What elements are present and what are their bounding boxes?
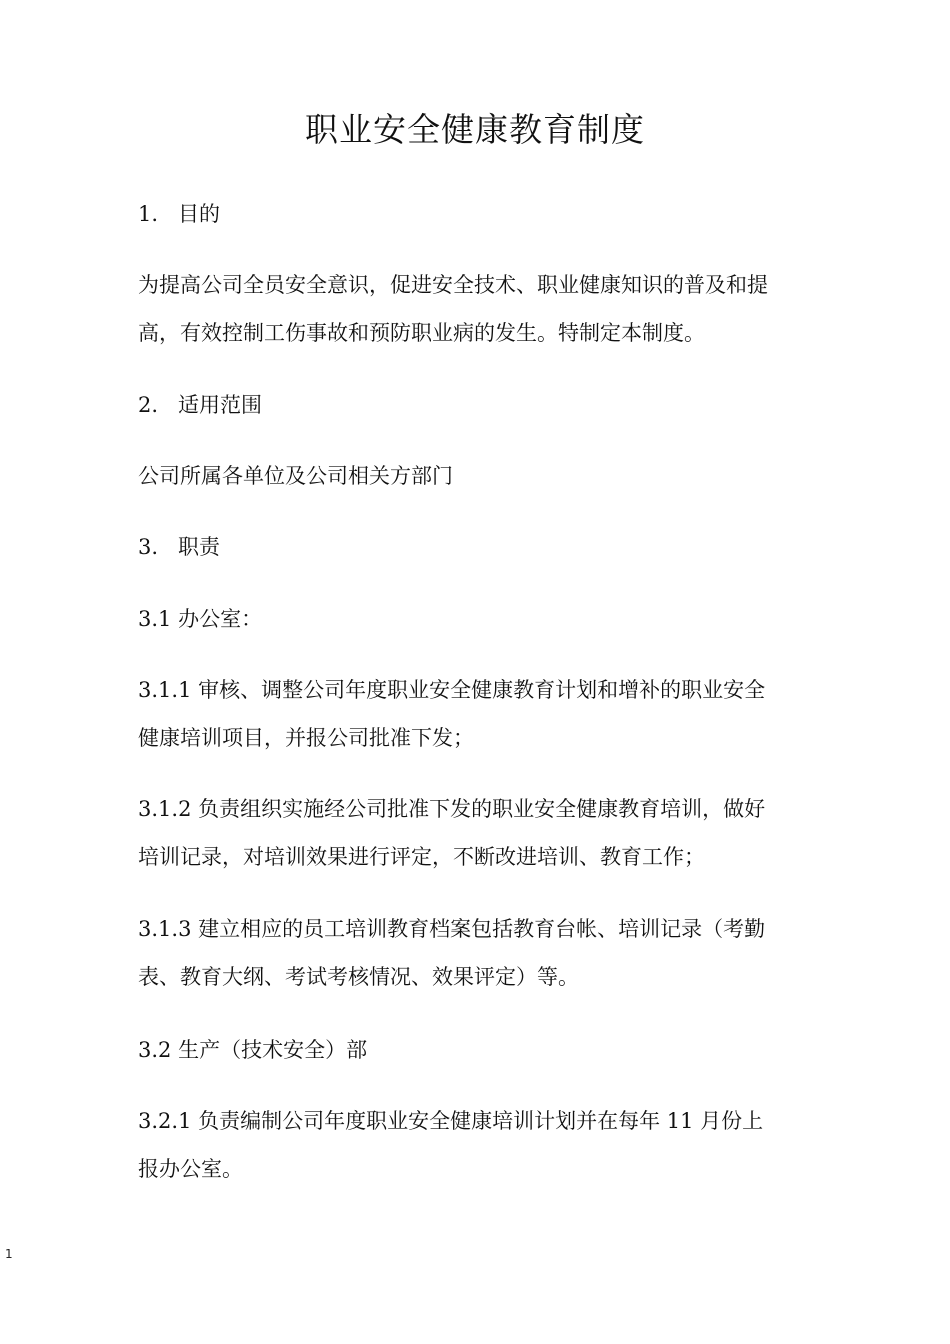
paragraph-line: 为提高公司全员安全意识，促进安全技术、职业健康知识的普及和提 <box>138 273 768 297</box>
paragraph-line: 健康培训项目，并报公司批准下发； <box>138 726 474 750</box>
paragraph-line: 高，有效控制工伤事故和预防职业病的发生。特制定本制度。 <box>138 321 705 345</box>
paragraph-line: 3.1.3 建立相应的员工培训教育档案包括教育台帐、培训记录（考勤 <box>138 917 766 941</box>
paragraph-line: 表、教育大纲、考试考核情况、效果评定）等。 <box>138 965 579 989</box>
paragraph-line: 3.2 生产（技术安全）部 <box>138 1038 368 1062</box>
paragraph-line: 3.1.1 审核、调整公司年度职业安全健康教育计划和增补的职业安全 <box>138 678 766 702</box>
paragraph-line: 培训记录，对培训效果进行评定，不断改进培训、教育工作； <box>138 845 705 869</box>
section-title: 职责 <box>178 535 220 559</box>
paragraph-scope <box>138 452 818 500</box>
paragraph-line: 3.1 办公室： <box>138 607 263 631</box>
section-number: 2. <box>138 393 159 417</box>
paragraph-line: 报办公室。 <box>138 1157 243 1181</box>
page-number: 1 <box>5 1247 13 1261</box>
section-heading-purpose <box>138 190 818 238</box>
document-title: 职业安全健康教育制度 <box>305 110 645 149</box>
section-number: 1. <box>138 202 159 226</box>
paragraph-3-2-1 <box>138 1097 818 1193</box>
paragraph-purpose <box>138 261 818 357</box>
section-title: 适用范围 <box>178 393 262 417</box>
paragraph-3-2 <box>138 1026 818 1074</box>
section-number: 3. <box>138 535 159 559</box>
paragraph-3-1-2 <box>138 785 818 881</box>
section-heading-responsibilities <box>138 523 818 571</box>
paragraph-3-1-1 <box>138 666 818 762</box>
section-heading-scope <box>138 381 818 429</box>
section-title: 目的 <box>178 202 220 226</box>
paragraph-line: 3.1.2 负责组织实施经公司批准下发的职业安全健康教育培训，做好 <box>138 797 766 821</box>
paragraph-line: 3.2.1 负责编制公司年度职业安全健康培训计划并在每年 11 月份上 <box>138 1109 764 1133</box>
paragraph-3-1 <box>138 595 818 643</box>
paragraph-line: 公司所属各单位及公司相关方部门 <box>138 464 453 488</box>
paragraph-3-1-3 <box>138 905 818 1001</box>
